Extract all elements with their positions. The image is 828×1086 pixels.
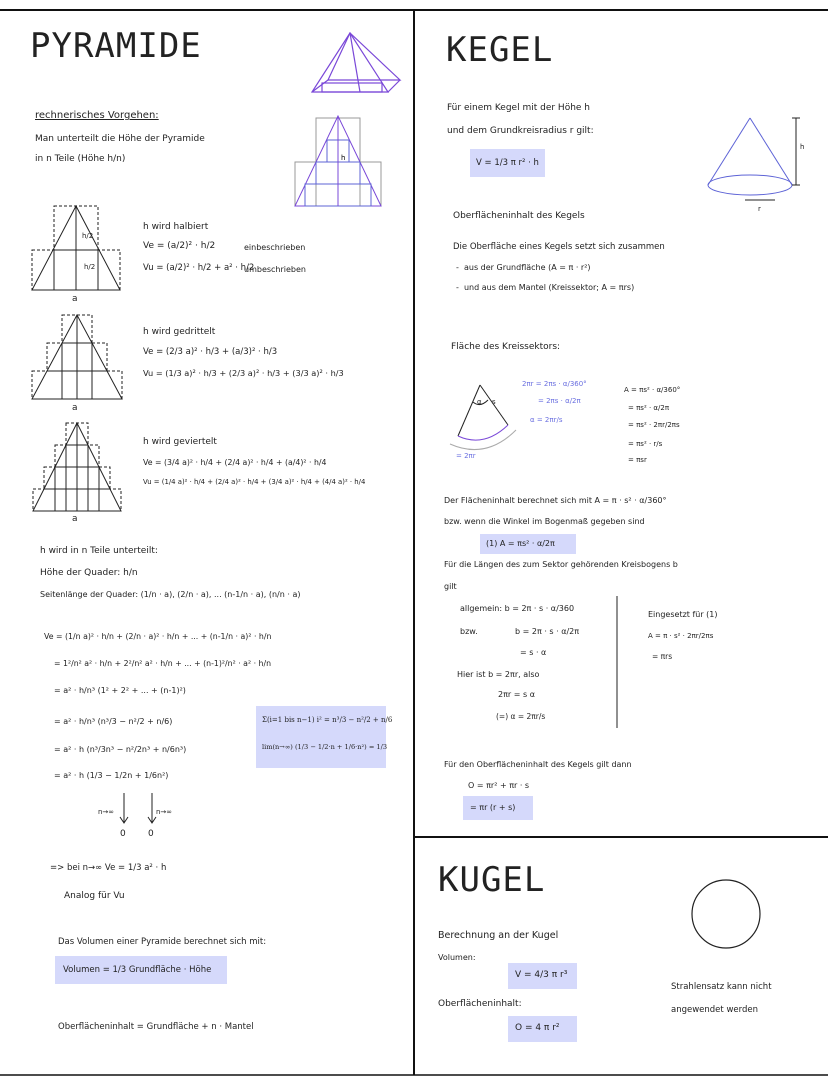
kugel-of-label: Oberflächeninhalt: [438,999,522,1009]
sector-alpha-label: α [477,398,482,406]
ve-line-1: Ve = (1/n a)² · h/n + (2/n · a)² · h/n + ... + (n-1/n · a)² · h/n [44,632,272,641]
laenge-sentence: Für die Längen des zum Sektor gehörenden Kreisbogens b [444,560,678,569]
ve-line-3: = a² · h/n³ (1² + 2² + ... + (n-1)²) [54,686,186,695]
hoehe-quader: Höhe der Quader: h/n [40,568,138,578]
geviertelt-ve: Ve = (3/4 a)² · h/4 + (2/4 a)² · h/4 + (a/4)² · h/4 [143,458,327,467]
ve-line-2: = 1²/n² a² · h/n + 2²/n² a² · h/n + ... + (n-1)²/n² · a² · h/n [54,659,272,668]
hier-line-3: (=) α = 2πr/s [496,712,546,721]
halbiert-ve-note: einbeschrieben [244,243,306,252]
sektor-area-3: = πs² · 2πr/2πs [628,421,680,429]
analog-line: Analog für Vu [64,891,125,901]
limit-left-label: n→∞ [98,808,115,816]
lim-formula: lim(n→∞) (1/3 − 1/2·n + 1/6·n²) = 1/3 [262,743,388,751]
halbiert-vu: Vu = (a/2)² · h/2 + a² · h/2 [143,263,255,273]
hier-line: Hier ist b = 2πr, also [457,670,540,679]
strahlensatz-line-1: Strahlensatz kann nicht [671,982,772,992]
oberflaeche-line: Oberflächeninhalt = Grundfläche + n · Mantel [58,1022,254,1032]
b-s-alpha: = s · α [520,648,547,657]
kegel-bullet-2-text: und aus dem Mantel (Kreissektor; A = πrs) [463,283,635,292]
kegel-bullet-1: - aus der Grundfläche (A = π · r²) [456,263,591,272]
sphere-circle [692,880,760,948]
kegel-bullet-2: - und aus dem Mantel (Kreissektor; A = πrs) [456,283,635,292]
of-formula-2: = πr (r + s) [470,803,516,812]
kegel-of-sentence: Die Oberfläche eines Kegels setzt sich zusammen [453,242,665,252]
sektor-area-4: = πs² · r/s [628,440,663,448]
formula-1: (1) A = πs² · α/2π [486,539,555,548]
bei-line: => bei n→∞ Ve = 1/3 a² · h [50,863,167,873]
limit-right-label: n→∞ [156,808,173,816]
ve-line-4: = a² · h/n³ (n³/3 − n²/2 + n/6) [54,717,173,726]
cone-r-label: r [758,205,761,213]
intro-line-1: Man unterteilt die Höhe der Pyramide [35,134,205,144]
halbiert-ve: Ve = (a/2)² · h/2 [143,241,216,251]
flaeche-sentence: Der Flächeninhalt berechnet sich mit A = π · s² · α/360° [444,496,667,505]
ve-line-5: = a² · h (n³/3n³ − n²/2n³ + n/6n³) [54,745,187,754]
fig1-a-label: a [72,294,78,304]
sektor-area-1: A = πs² · α/360° [624,386,681,394]
volumen-formula: Volumen = 1/3 Grundfläche · Höhe [63,965,212,975]
seitenlaenge-quader: Seitenlänge der Quader: (1/n · a), (2/n · a), ... (n-1/n · a), (n/n · a) [40,590,301,599]
b-bogenmass: b = 2π · s · α/2π [515,627,580,636]
kegel-intro-1: Für einem Kegel mit der Höhe h [447,103,591,113]
gedrittelt-heading: h wird gedrittelt [143,327,216,337]
kegel-of-heading: Oberflächeninhalt des Kegels [453,211,585,221]
kugel-volumen-formula: V = 4/3 π r³ [515,970,568,980]
sektor-heading: Fläche des Kreissektors: [451,342,561,352]
fig2-a-label: a [72,403,78,413]
kugel-title: KUGEL [438,860,546,900]
eingesetzt-line-2: A = π · s² · 2πr/2πs [648,632,714,640]
of-dann-sentence: Für den Oberflächeninhalt des Kegels gilt dann [444,760,632,769]
geviertelt-vu: Vu = (1/4 a)² · h/4 + (2/4 a)² · h/4 + (3/4 a)² · h/4 + (4/4 a)² · h/4 [143,478,366,486]
bogenmass-sentence: bzw. wenn die Winkel im Bogenmaß gegeben sind [444,517,645,526]
strahlensatz-line-2: angewendet werden [671,1005,758,1015]
halbiert-heading: h wird halbiert [143,222,209,232]
hier-line-2: 2πr = s α [498,690,535,699]
of-formula-1: O = πr² + πr · s [468,781,530,790]
cone-h-label: h [800,143,805,151]
sektor-area-5: = πsr [628,456,647,464]
kugel-berechnung: Berechnung an der Kugel [438,930,559,941]
volumen-sentence: Das Volumen einer Pyramide berechnet sich mit: [58,937,267,947]
ve-line-6: = a² · h (1/3 − 1/2n + 1/6n²) [54,771,169,780]
pyramide-title: PYRAMIDE [30,26,202,66]
gilt-label: gilt [444,582,457,591]
kegel-title: KEGEL [446,30,554,70]
sector-arc-label: = 2πr [456,452,476,460]
eingesetzt-line-3: = πrs [652,652,673,661]
geviertelt-heading: h wird geviertelt [143,437,217,447]
allgemein-line: allgemein: b = 2π · s · α/360 [460,604,575,613]
limit-zero-left: 0 [120,829,126,839]
sektor-area-2: = πs² · α/2π [628,404,670,412]
sektor-mid-1: 2πr = 2πs · α/360° [522,380,587,388]
fig1-h2-top: h/2 [82,232,94,240]
kegel-bullet-1-text: aus der Grundfläche (A = π · r²) [463,263,591,272]
vorgehen-heading: rechnerisches Vorgehen: [35,110,159,121]
n-teile-heading: h wird in n Teile unterteilt: [40,546,158,556]
fig3-a-label: a [72,514,78,524]
intro-line-2: in n Teile (Höhe h/n) [35,154,126,164]
gedrittelt-vu: Vu = (1/3 a)² · h/3 + (2/3 a)² · h/3 + (3/3 a)² · h/3 [143,368,344,378]
sektor-mid-2: = 2πs · α/2π [538,397,581,405]
kugel-volumen-label: Volumen: [438,953,476,962]
kegel-volume-formula: V = 1/3 π r² · h [476,158,539,168]
slice-h-label: h [341,154,346,162]
sektor-mid-3: α = 2πr/s [530,416,563,424]
fig1-h2-bottom: h/2 [84,263,96,271]
sector-s-label: s [492,398,496,406]
halbiert-vu-note: umbeschrieben [244,265,307,274]
bzw-label: bzw. [460,627,478,636]
eingesetzt-heading: Eingesetzt für (1) [648,610,718,619]
kugel-of-formula: O = 4 π r² [515,1023,560,1033]
limit-zero-right: 0 [148,829,154,839]
gedrittelt-ve: Ve = (2/3 a)² · h/3 + (a/3)² · h/3 [143,347,278,357]
kegel-intro-2: und dem Grundkreisradius r gilt: [447,126,594,136]
sum-formula: Σ(i=1 bis n−1) i² = n³/3 − n²/2 + n/6 [262,716,393,724]
